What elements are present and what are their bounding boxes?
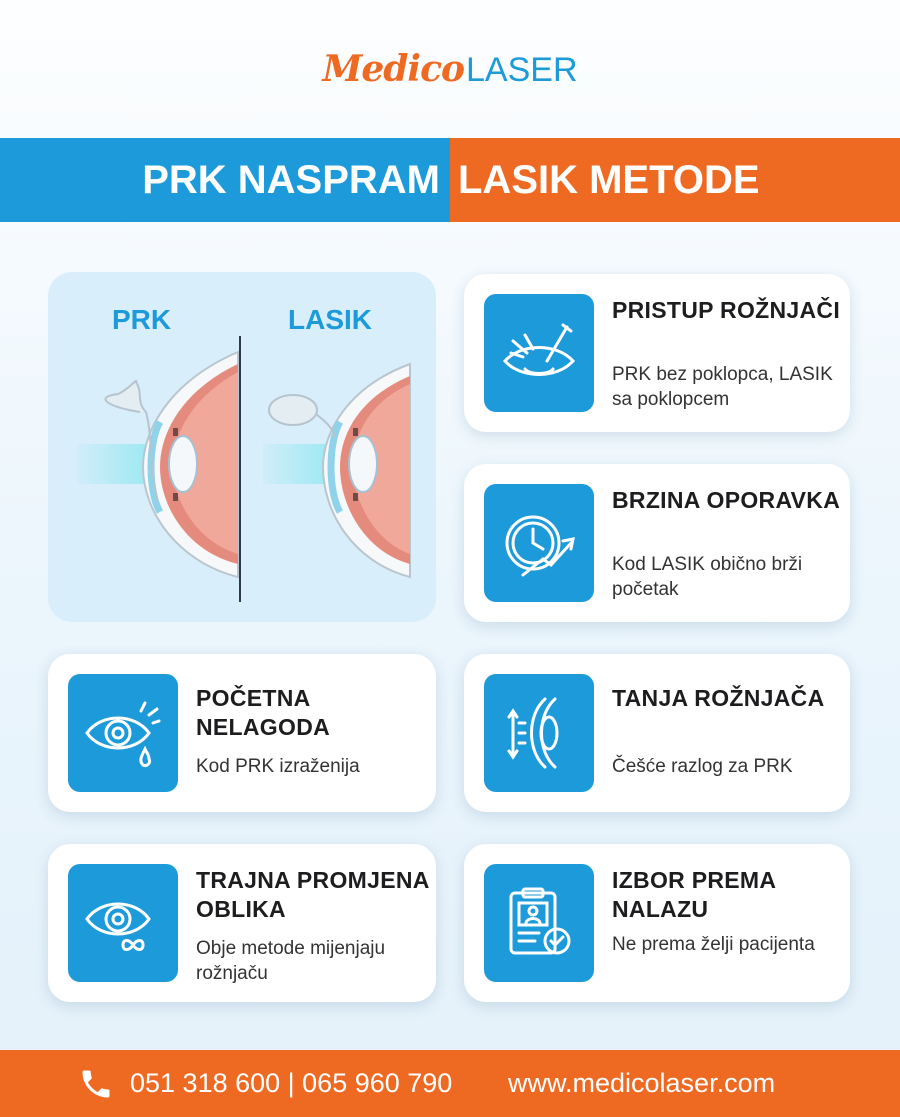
card-title: BRZINA OPORAVKA [612,487,841,513]
card-title: IZBOR PREMA NALAZU [612,867,776,922]
card-text: Obje metode mijenjaju rožnjaču [196,938,386,984]
card-izbor-prema-nalazu [464,844,850,1002]
label-lasik: LASIK [288,304,372,335]
card-trajna-promjena-oblika [48,844,436,1002]
card-tanja-roznjaca [464,654,850,812]
phone-icon [78,1066,114,1109]
card-pocetna-nelagoda [48,654,436,812]
card-text: Češće razlog za PRK [612,756,793,777]
eye-tear-icon [68,674,178,792]
logo-script: Medico [322,48,465,90]
phone-numbers[interactable]: 051 318 600 | 065 960 790 [130,1068,453,1098]
eye-surgery-icon [484,294,594,412]
title-right: LASIK METODE [450,138,900,222]
clock-growth-icon [484,484,594,602]
logo-word: LASER [466,51,578,89]
title-left: PRK NASPRAM [0,138,450,222]
cornea-thickness-icon [484,674,594,792]
card-text: Kod PRK izraženija [196,756,360,777]
card-title: TANJA ROŽNJAČA [612,685,825,711]
clipboard-check-icon [484,864,594,982]
footer-bar [0,1050,900,1117]
card-text: Ne prema želji pacijenta [612,934,815,955]
card-text: Kod LASIK obično brži početak [612,554,803,600]
card-title: POČETNA NELAGODA [196,685,331,740]
card-text: PRK bez poklopca, LASIK sa poklopcem [612,364,833,410]
logo [0,48,900,98]
card-brzina-oporavka [464,464,850,622]
label-prk: PRK [112,304,172,335]
eye-comparison-panel [48,272,436,622]
card-pristup-roznjaci [464,274,850,432]
eye-infinity-icon [68,864,178,982]
eye-cross-section-illustration [48,272,436,622]
title-band [0,138,900,222]
website-link[interactable]: www.medicolaser.com [508,1068,776,1098]
card-title: TRAJNA PROMJENA OBLIKA [196,867,429,922]
card-title: PRISTUP ROŽNJAČI [612,297,841,323]
